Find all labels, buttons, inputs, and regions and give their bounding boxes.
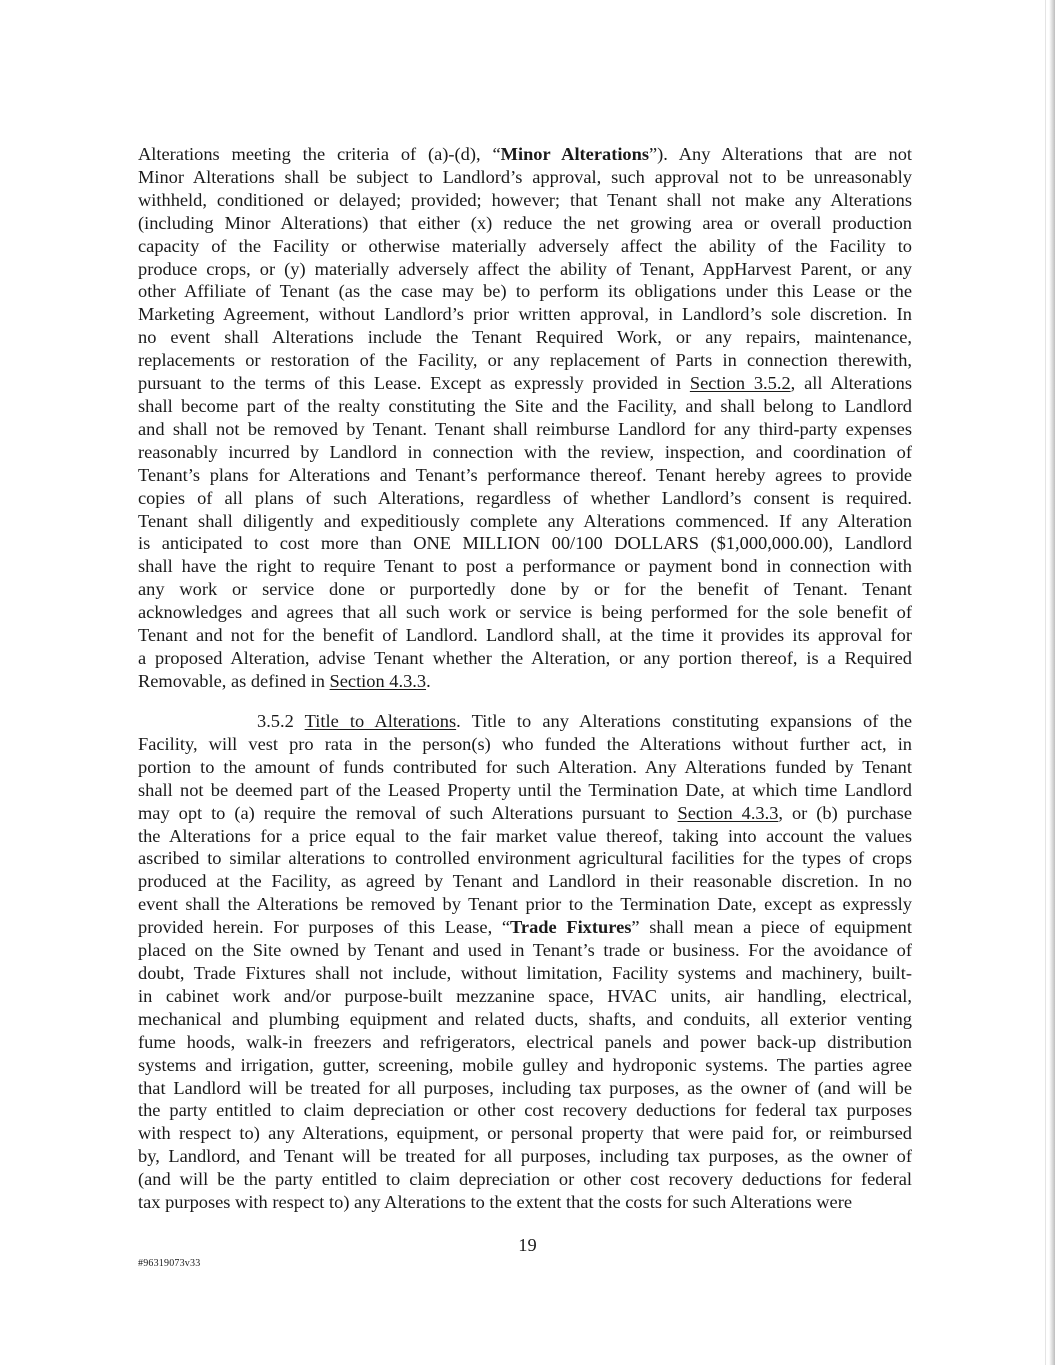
text-run: is anticipated to cost more than ONE MILLION 00/100 DOLLARS ($1,000,000.00), Landlord bbox=[138, 533, 912, 554]
text-line bbox=[138, 258, 912, 281]
text-line bbox=[138, 418, 912, 441]
text-run: , or (b) purchase bbox=[778, 802, 913, 823]
text-run: acknowledges and agrees that all such work or service is being performed for the sole benefit of bbox=[138, 602, 912, 623]
text-run: the party entitled to claim depreciation or other cost recovery deductions for federal tax purposes bbox=[138, 1100, 912, 1121]
document-id: #96319073v33 bbox=[138, 1258, 201, 1269]
text-line bbox=[138, 624, 912, 647]
text-line bbox=[138, 779, 912, 802]
text-line bbox=[138, 487, 912, 510]
text-line bbox=[138, 1008, 912, 1031]
text-run: shall have the right to require Tenant to post a performance or payment bond in connection with bbox=[138, 556, 912, 577]
paragraph-alterations bbox=[138, 143, 912, 693]
page-number: 19 bbox=[518, 1235, 537, 1255]
text-line bbox=[138, 733, 912, 756]
text-run: pursuant to the terms of this Lease. Except as expressly provided in bbox=[138, 373, 690, 394]
text-run: Facility, will vest pro rata in the person(s) who funded the Alterations without further act, in bbox=[138, 733, 912, 754]
text-run: ” shall mean a piece of equipment bbox=[631, 917, 912, 938]
text-run: , all Alterations bbox=[790, 373, 912, 394]
text-line bbox=[138, 802, 912, 825]
text-line bbox=[138, 939, 912, 962]
text-run: reasonably incurred by Landlord in connection with the review, inspection, and coordination of bbox=[138, 441, 912, 462]
text-line bbox=[138, 670, 912, 693]
text-run: copies of all plans of such Alterations, regardless of whether Landlord’s consent is required. bbox=[138, 487, 912, 508]
text-run: produced at the Facility, as agreed by Tenant and Landlord in their reasonable discretion. In no bbox=[138, 871, 912, 892]
text-line bbox=[138, 1077, 912, 1100]
text-line bbox=[138, 847, 912, 870]
text-run: Tenant and not for the benefit of Landlord. Landlord shall, at the time it provides its approval for bbox=[138, 625, 912, 646]
text-run: any work or service done or purportedly done by or for the benefit of Tenant. Tenant bbox=[138, 579, 912, 600]
text-run: doubt, Trade Fixtures shall not include, without limitation, Facility systems and machinery, built- bbox=[138, 962, 912, 983]
text-line bbox=[138, 532, 912, 555]
text-line bbox=[138, 962, 912, 985]
section-reference: Section 4.3.3 bbox=[677, 802, 779, 823]
text-line bbox=[138, 893, 912, 916]
text-run: in cabinet work and/or purpose-built mezzanine space, HVAC units, air handling, electrical, bbox=[138, 985, 912, 1006]
text-line bbox=[138, 189, 912, 212]
text-run: a proposed Alteration, advise Tenant whether the Alteration, or any portion thereof, is a Required bbox=[138, 647, 912, 668]
text-line bbox=[138, 372, 912, 395]
text-line bbox=[138, 303, 912, 326]
text-line bbox=[138, 280, 912, 303]
text-run: withheld, conditioned or delayed; provided; however; that Tenant shall not make any Alterations bbox=[138, 189, 912, 210]
text-line bbox=[138, 601, 912, 624]
text-run: 3.5.2 bbox=[257, 711, 305, 731]
text-run: no event shall Alterations include the Tenant Required Work, or any repairs, maintenance, bbox=[138, 327, 912, 348]
text-run: provided herein. For purposes of this Lease, “ bbox=[138, 917, 511, 938]
defined-term: Minor Alterations bbox=[500, 144, 650, 164]
text-run: Removable, as defined in bbox=[138, 670, 330, 691]
text-line bbox=[138, 166, 912, 189]
text-run: ascribed to similar alterations to controlled environment agricultural facilities for the types of crops bbox=[138, 848, 912, 869]
text-run: Minor Alterations shall be subject to Landlord’s approval, such approval not to be unreasonably bbox=[138, 166, 912, 187]
text-run: Tenant shall diligently and expeditiously complete any Alterations commenced. If any Alteration bbox=[138, 510, 912, 531]
text-line bbox=[138, 143, 912, 166]
text-line bbox=[138, 441, 912, 464]
text-line bbox=[138, 647, 912, 670]
text-line bbox=[138, 235, 912, 258]
text-run: produce crops, or (y) materially adversely affect the ability of Tenant, AppHarvest Parent, or any bbox=[138, 258, 912, 279]
section-reference: Section 3.5.2 bbox=[689, 373, 791, 394]
text-line bbox=[138, 555, 912, 578]
text-run: by, Landlord, and Tenant will be treated for all purposes, including tax purposes, as the owner of bbox=[138, 1146, 912, 1167]
section-reference: Section 4.3.3 bbox=[329, 670, 427, 691]
text-line bbox=[138, 464, 912, 487]
text-line bbox=[138, 1122, 912, 1145]
text-run: placed on the Site owned by Tenant and used in Tenant’s trade or business. For the avoidance of bbox=[138, 940, 912, 961]
scan-edge bbox=[1049, 0, 1055, 1365]
text-line bbox=[138, 870, 912, 893]
text-run: fume hoods, walk-in freezers and refrigerators, electrical panels and power back-up distribution bbox=[138, 1031, 912, 1052]
text-run: (including Minor Alterations) that either (x) reduce the net growing area or overall production bbox=[138, 212, 912, 233]
text-run: that Landlord will be treated for all purposes, including tax purposes, as the owner of (and will be bbox=[138, 1077, 912, 1098]
text-line bbox=[138, 510, 912, 533]
text-run: other Affiliate of Tenant (as the case may be) to perform its obligations under this Lease or the bbox=[138, 281, 912, 302]
text-line bbox=[138, 349, 912, 372]
text-line bbox=[138, 326, 912, 349]
text-run: portion to the amount of funds contributed for such Alteration. Any Alterations funded by Tenant bbox=[138, 756, 912, 777]
text-line bbox=[138, 1168, 912, 1191]
text-run: Tenant’s plans for Alterations and Tenant’s performance thereof. Tenant hereby agrees to provide bbox=[138, 464, 912, 485]
text-line bbox=[138, 1031, 912, 1054]
text-run: mechanical and plumbing equipment and related ducts, shafts, and conduits, all exterior venting bbox=[138, 1008, 912, 1029]
text-line bbox=[138, 985, 912, 1008]
text-line bbox=[138, 578, 912, 601]
text-run: Marketing Agreement, without Landlord’s prior written approval, in Landlord’s sole discretion. In bbox=[138, 304, 912, 325]
text-run: . Title to any Alterations constituting expansions of the bbox=[456, 711, 912, 731]
text-line bbox=[138, 1099, 912, 1122]
text-run: Alterations meeting the criteria of (a)-(d), “ bbox=[138, 144, 501, 164]
text-run: systems and irrigation, gutter, screening, mobile gulley and hydroponic systems. The parties agree bbox=[138, 1054, 912, 1075]
text-run: replacements or restoration of the Facility, or any replacement of Parts in connection therewith, bbox=[138, 350, 912, 371]
scan-edge-line bbox=[1045, 0, 1046, 1365]
text-run: tax purposes with respect to) any Alterations to the extent that the costs for such Alterations were bbox=[138, 1192, 852, 1213]
text-line bbox=[138, 710, 912, 733]
text-line bbox=[138, 395, 912, 418]
text-line bbox=[138, 1191, 912, 1214]
defined-term: Trade Fixtures bbox=[510, 917, 632, 938]
section-reference: Title to Alterations bbox=[304, 711, 457, 731]
text-run: ”). Any Alterations that are not bbox=[649, 144, 912, 164]
text-run: shall become part of the realty constituting the Site and the Facility, and shall belong to Landlord bbox=[138, 395, 912, 416]
text-line bbox=[138, 756, 912, 779]
paragraph-title-to-alterations bbox=[138, 710, 912, 1214]
text-line bbox=[138, 916, 912, 939]
text-run: with respect to) any Alterations, equipment, or personal property that were paid for, or reimbursed bbox=[138, 1123, 912, 1144]
text-run: . bbox=[426, 670, 431, 691]
text-run: event shall the Alterations be removed by Tenant prior to the Termination Date, except as expressly bbox=[138, 894, 912, 915]
text-run: the Alterations for a price equal to the fair market value thereof, taking into account the values bbox=[138, 825, 912, 846]
text-run: shall not be deemed part of the Leased Property until the Termination Date, at which time Landlord bbox=[138, 779, 912, 800]
text-run: may opt to (a) require the removal of such Alterations pursuant to bbox=[138, 802, 678, 823]
text-run: (and will be the party entitled to claim depreciation or other cost recovery deductions for federal bbox=[138, 1169, 912, 1190]
text-line bbox=[138, 212, 912, 235]
text-run: and shall not be removed by Tenant. Tenant shall reimburse Landlord for any third-party expenses bbox=[138, 418, 912, 439]
text-run: capacity of the Facility or otherwise materially adversely affect the ability of the Facility to bbox=[138, 235, 912, 256]
text-line bbox=[138, 825, 912, 848]
text-line bbox=[138, 1145, 912, 1168]
text-line bbox=[138, 1054, 912, 1077]
